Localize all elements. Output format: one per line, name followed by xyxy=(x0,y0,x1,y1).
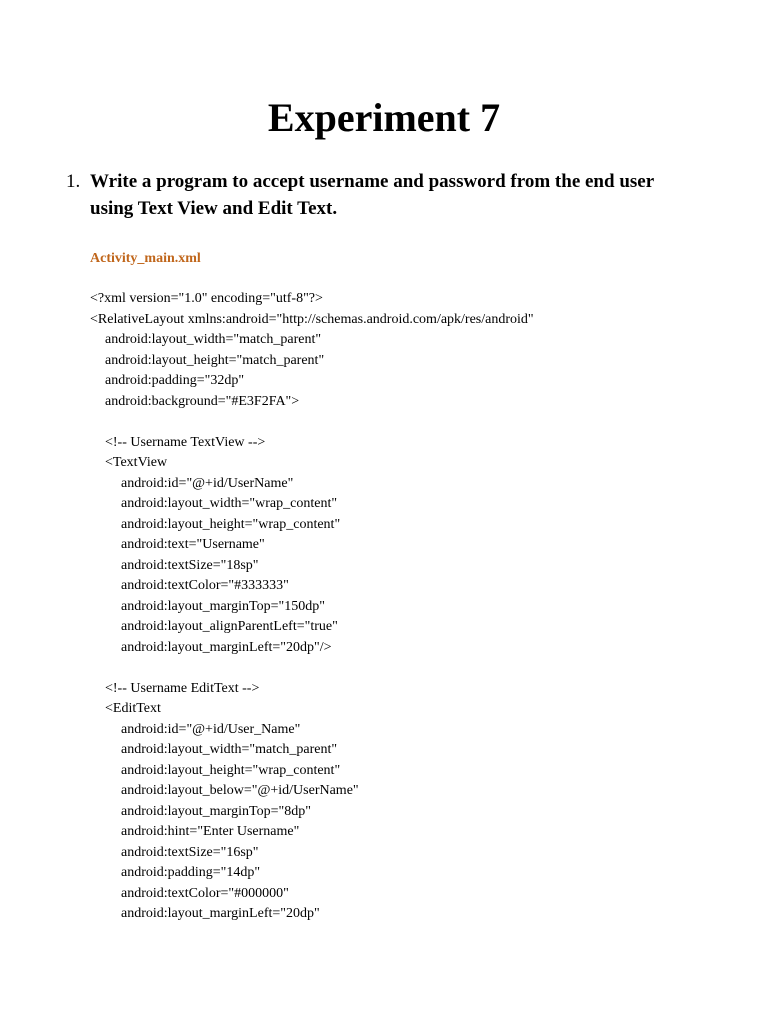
code-line: <EditText xyxy=(105,701,161,716)
code-line: android:layout_width="wrap_content" xyxy=(121,496,338,511)
code-line: android:textColor="#333333" xyxy=(121,578,289,593)
code-line: <?xml version="1.0" encoding="utf-8"?> xyxy=(90,291,323,306)
code-line: android:textSize="18sp" xyxy=(121,557,259,573)
code-line: android:layout_width="match_parent" xyxy=(121,742,338,757)
code-line: android:padding="32dp" xyxy=(105,373,245,388)
code-line: android:background="#E3F2FA"> xyxy=(105,393,300,409)
code-line: <RelativeLayout xmlns:android="http://schemas.android.com/apk/res/android" xyxy=(90,311,534,327)
question-text: Write a program to accept username and password from the end user using Text View and Edit Text. xyxy=(90,171,654,219)
code-line: android:layout_alignParentLeft="true" xyxy=(121,619,338,634)
code-line: android:text="Username" xyxy=(121,537,265,552)
code-line: android:textSize="16sp" xyxy=(121,844,259,860)
code-line: android:id="@+id/User_Name" xyxy=(121,721,301,737)
question-item xyxy=(66,168,686,222)
code-line: android:id="@+id/UserName" xyxy=(121,475,294,491)
code-line: android:hint="Enter Username" xyxy=(121,824,300,839)
code-line: <!-- Username TextView --> xyxy=(105,434,266,450)
code-line: android:layout_height="wrap_content" xyxy=(121,762,341,778)
code-line xyxy=(90,658,730,679)
code-line: android:layout_width="match_parent" xyxy=(105,332,322,347)
code-line: android:padding="14dp" xyxy=(121,865,261,880)
code-line: android:layout_marginLeft="20dp" xyxy=(121,906,320,921)
code-line: android:textColor="#000000" xyxy=(121,885,289,901)
code-line: android:layout_height="match_parent" xyxy=(105,352,325,368)
code-line: android:layout_marginTop="150dp" xyxy=(121,598,325,614)
question-number: 1. xyxy=(66,171,81,192)
code-line: android:layout_marginTop="8dp" xyxy=(121,803,311,819)
code-block xyxy=(90,289,730,925)
code-line: android:layout_height="wrap_content" xyxy=(121,516,341,532)
code-line: android:layout_below="@+id/UserName" xyxy=(121,783,359,798)
code-line xyxy=(90,412,730,433)
code-line: <!-- Username EditText --> xyxy=(105,680,260,696)
code-line: android:layout_marginLeft="20dp"/> xyxy=(121,639,332,655)
page-title: Experiment 7 xyxy=(267,95,501,140)
code-line: <TextView xyxy=(105,455,168,470)
file-label: Activity_main.xml xyxy=(90,251,201,266)
